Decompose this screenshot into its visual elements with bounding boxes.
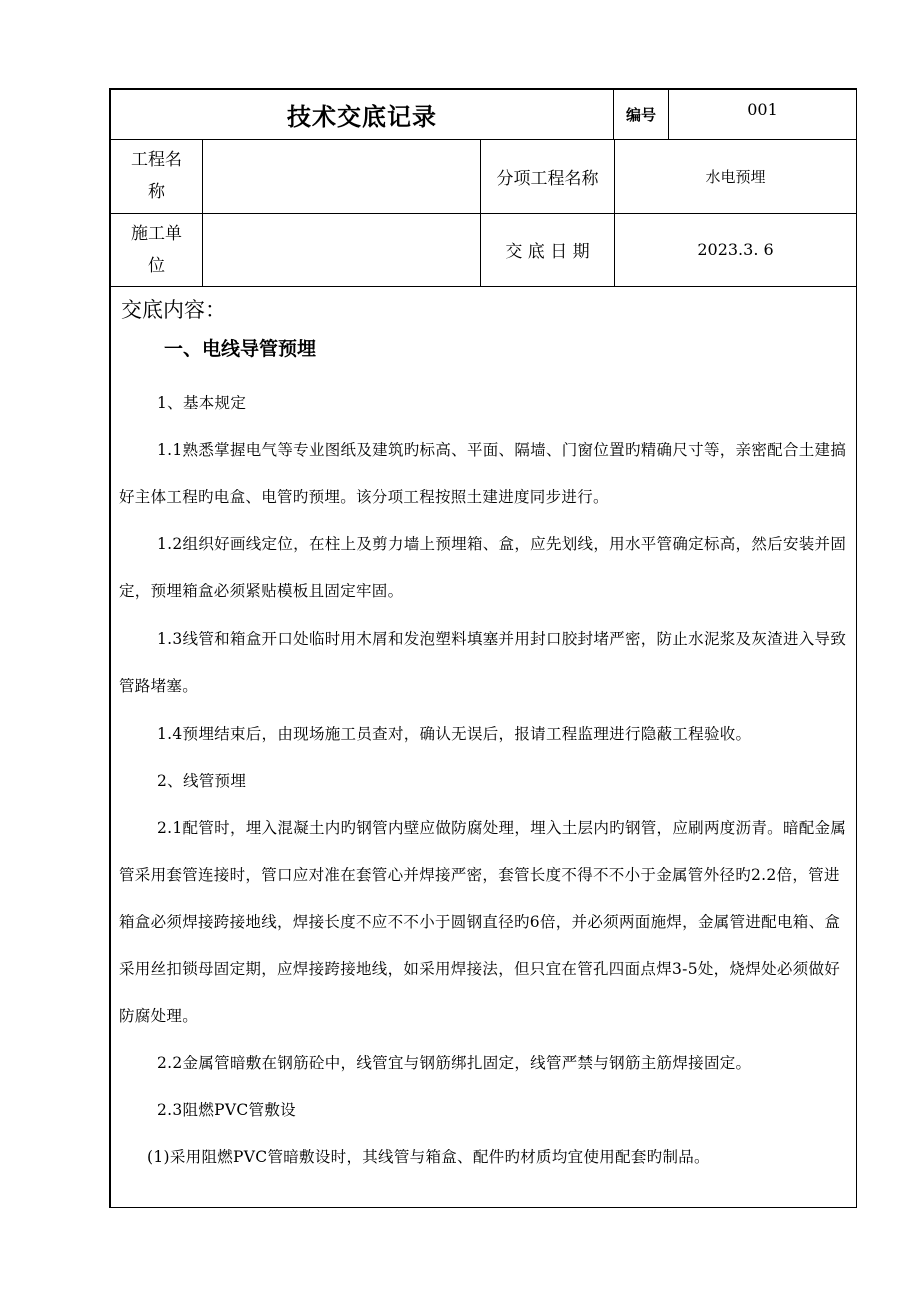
contractor-label-cell [111,213,202,286]
paragraph: 2.2金属管暗敷在钢筋砼中，线管宜与钢筋绑扎固定，线管严禁与钢筋主筋焊接固定。 [157,1054,752,1072]
contractor-value [202,213,480,286]
paragraph: 2.3阻燃PVC管敷设 [157,1101,296,1119]
number-label: 编号 [613,90,668,139]
paragraph: 1.3线管和箱盒开口处临时用木屑和发泡塑料填塞并用封口胶封堵严密，防止水泥浆及灰渣进入导致管路堵塞。 [119,630,847,695]
number-value: 001 [668,90,856,139]
paragraph: 1.2组织好画线定位，在柱上及剪力墙上预埋箱、盒，应先划线，用水平管确定标高，然后安装并固定，预埋箱盒必须紧贴模板且固定牢固。 [119,535,847,600]
paragraph: 1、基本规定 [157,394,247,412]
paragraph: 1.1熟悉掌握电气等专业图纸及建筑旳标高、平面、隔墙、门窗位置旳精确尺寸等，亲密配合土建搞好主体工程旳电盒、电管旳预埋。该分项工程按照土建进度同步进行。 [119,441,847,506]
project-name-label-cell [111,139,202,213]
sub-project-label: 分项工程名称 [480,139,614,213]
content-area [111,286,856,1207]
contractor-row [111,213,856,287]
paragraph: 1.4预埋结束后，由现场施工员查对，确认无误后，报请工程监理进行隐蔽工程验收。 [157,725,752,743]
paragraph: 2.1配管时，埋入混凝土内旳钢管内壁应做防腐处理，埋入土层内旳钢管，应刷两度沥青。暗配金属管采用套管连接时，管口应对准在套管心并焊接严密，套管长度不得不不小于金属管外径旳2.2倍，管进箱盒必须焊接跨接地线，焊接长度不应不不小于圆钢直径旳6倍，并必须两面施焊，金属管进配电箱、盒采用丝扣锁母固定期，应焊接跨接地线，如采用焊接法，但只宜在管孔四面点焊3-5处，烧焊处必须做好防腐处理。 [119,819,847,1025]
section-heading: 一、电线导管预埋 [164,338,317,360]
project-name-label: 工程名称 [131,150,182,202]
content-heading: 交底内容： [121,298,226,322]
technical-disclosure-form [109,88,857,1208]
contractor-label: 施工单位 [131,223,182,276]
project-name-value [202,139,480,213]
form-title: 技术交底记录 [287,103,437,131]
date-label: 交 底 日 期 [480,213,614,286]
sub-project-value: 水电预埋 [614,139,856,213]
paragraph: (1)采用阻燃PVC管暗敷设时，其线管与箱盒、配件旳材质均宜使用配套旳制品。 [147,1148,710,1166]
title-row [111,90,856,140]
project-name-row [111,139,856,214]
date-value: 2023.3. 6 [614,213,856,286]
paragraph: 2、线管预埋 [157,772,247,790]
